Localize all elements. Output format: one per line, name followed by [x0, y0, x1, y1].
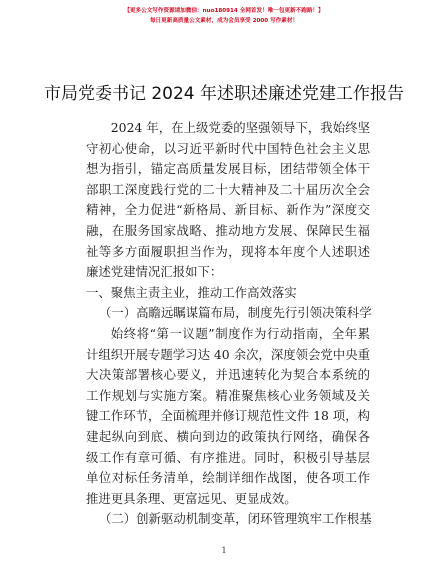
subsection-heading-2: （二）创新驱动机制变革，闭环管理筑牢工作根基	[99, 511, 372, 527]
subsection-heading-1: （一）高瞻远瞩谋篇布局，制度先行引领决策科学	[99, 305, 372, 321]
document-body	[86, 118, 370, 530]
promo-banner-line-2: 每日更新高质量公文素材，成为会员享受 2000 写作素材！	[149, 18, 299, 24]
promo-banner-line-1: 【更多公文写作资源请加微信：nuo180914 全网首发！唯一包更新不跑路！】	[124, 8, 324, 14]
page-number: 1	[221, 546, 227, 555]
promo-banner	[0, 6, 448, 26]
intro-paragraph: 2024 年，在上级党委的坚强领导下，我始终坚守初心使命，以习近平新时代中国特色社会主义思想为指引，锚定高质量发展目标，团结带领全体干部职工深度践行党的二十大精神及二十届历次全会精神，全力促进“新格局、新目标、新作为”深度交融，在服务国家战略、推动地方发展、保障民生福祉等多方面履职担当作为，现将本年度个人述职述廉述党建情况汇报如下：	[86, 120, 370, 280]
document-title: 市局党委书记 2024 年述职述廉述党建工作报告	[43, 84, 405, 104]
body-paragraph-1: 始终将“第一议题”制度作为行动指南，全年累计组织开展专题学习达 40 余次，深度领会党中央重大决策部署核心要义，并迅速转化为契合本系统的工作规划与实施方案。精准聚焦核心业务领域及关键工作环节，全面梳理并修订规范性文件 18 项，构建起纵向到底、横向到边的政策执行网络，确保各级工作有章可循、有序推进。同时，积极引导基层单位对标任务清单，绘制详细作战图，使各项工作推进更具条理、更富远见、更显成效。	[86, 325, 370, 506]
section-heading-1: 一、聚焦主责主业，推动工作高效落实	[86, 284, 297, 300]
